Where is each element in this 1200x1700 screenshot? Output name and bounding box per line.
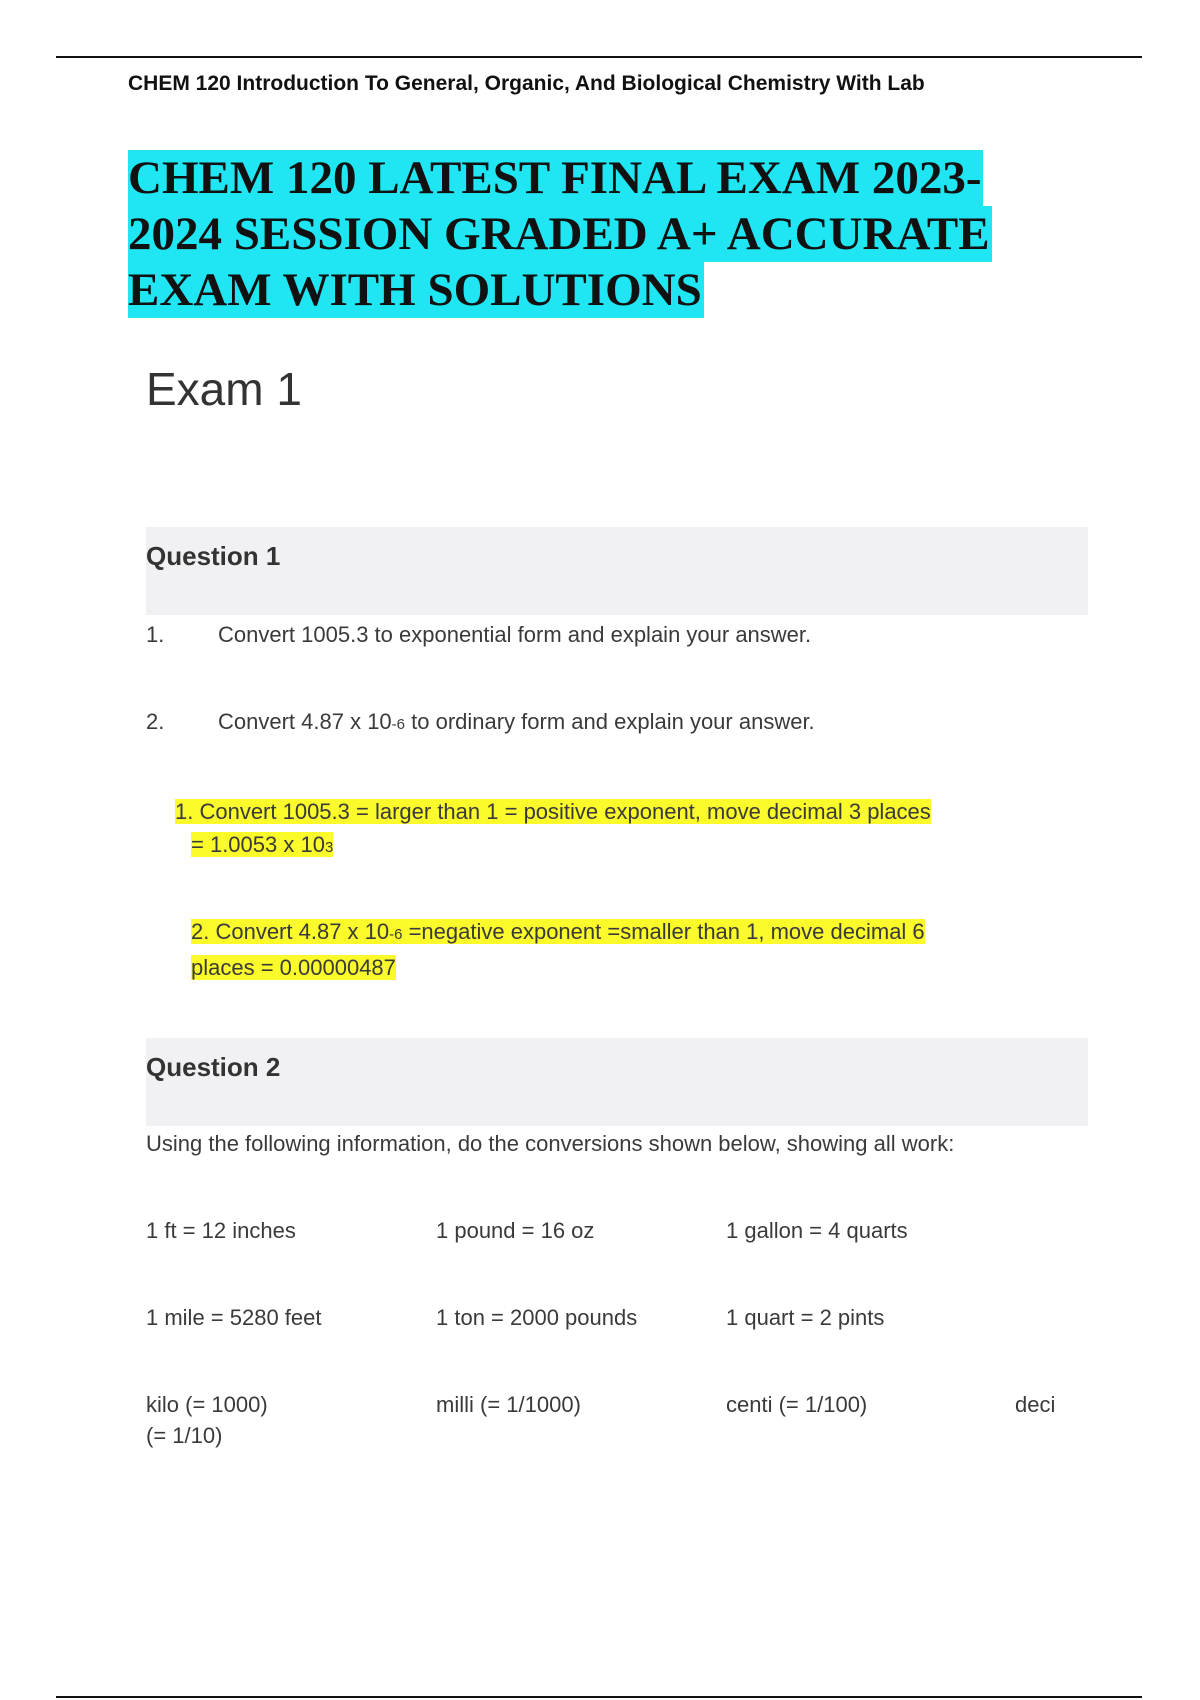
conversion-pound-oz: 1 pound = 16 oz <box>436 1218 595 1243</box>
title-line-1: CHEM 120 LATEST FINAL EXAM 2023- <box>128 152 982 204</box>
answer-1-exponent: 3 <box>324 839 334 856</box>
answer-2-line-1-rest: =negative exponent =smaller than 1, move decimal 6 <box>402 919 925 944</box>
prefix-milli: milli (= 1/1000) <box>436 1392 581 1417</box>
prefix-deci-value: (= 1/10) <box>146 1423 223 1448</box>
answer-2-line-2: places = 0.00000487 <box>191 955 396 980</box>
conversion-gallon-quarts: 1 gallon = 4 quarts <box>726 1218 908 1243</box>
title-line-3: EXAM WITH SOLUTIONS <box>128 264 702 316</box>
question-1-item-1 <box>146 622 811 648</box>
document-title <box>128 150 1128 318</box>
bottom-rule <box>56 1696 1142 1698</box>
prefix-centi: centi (= 1/100) <box>726 1392 868 1417</box>
answer-1-line-2 <box>191 832 333 857</box>
item-text: Convert 4.87 x 10 <box>218 709 392 734</box>
top-rule <box>56 56 1142 58</box>
prefix-deci: deci <box>1015 1392 1056 1417</box>
title-line-2: 2024 SESSION GRADED A+ ACCURATE <box>128 208 990 260</box>
answer-2-line-1-text: 2. Convert 4.87 x 10 <box>191 919 390 944</box>
answer-1-line-2-text: = 1.0053 x 10 <box>191 832 325 857</box>
conversion-ft-inches: 1 ft = 12 inches <box>146 1218 296 1243</box>
item-exponent: -6 <box>391 716 406 733</box>
question-1-header <box>146 527 1088 615</box>
conversion-mile-feet: 1 mile = 5280 feet <box>146 1305 322 1330</box>
answer-1-line-1: 1. Convert 1005.3 = larger than 1 = positive exponent, move decimal 3 places <box>175 799 931 824</box>
question-2-intro: Using the following information, do the conversions shown below, showing all work: <box>146 1131 955 1156</box>
course-header: CHEM 120 Introduction To General, Organic, And Biological Chemistry With Lab <box>128 72 925 95</box>
question-1-label: Question 1 <box>146 541 281 571</box>
item-number: 1. <box>146 622 165 647</box>
answer-2-line-1 <box>191 919 925 944</box>
answer-2 <box>191 915 925 984</box>
question-1-item-2 <box>146 709 815 735</box>
conversion-quart-pints: 1 quart = 2 pints <box>726 1305 885 1330</box>
conversion-ton-pounds: 1 ton = 2000 pounds <box>436 1305 638 1330</box>
question-2-label: Question 2 <box>146 1052 281 1082</box>
item-text-rest: to ordinary form and explain your answer. <box>405 709 815 734</box>
prefix-kilo: kilo (= 1000) <box>146 1392 268 1417</box>
item-number: 2. <box>146 709 165 734</box>
item-text: Convert 1005.3 to exponential form and explain your answer. <box>218 622 812 647</box>
answer-2-exponent: -6 <box>389 926 403 943</box>
question-2-header <box>146 1038 1088 1126</box>
answer-1 <box>175 795 931 864</box>
exam-heading: Exam 1 <box>146 363 302 415</box>
